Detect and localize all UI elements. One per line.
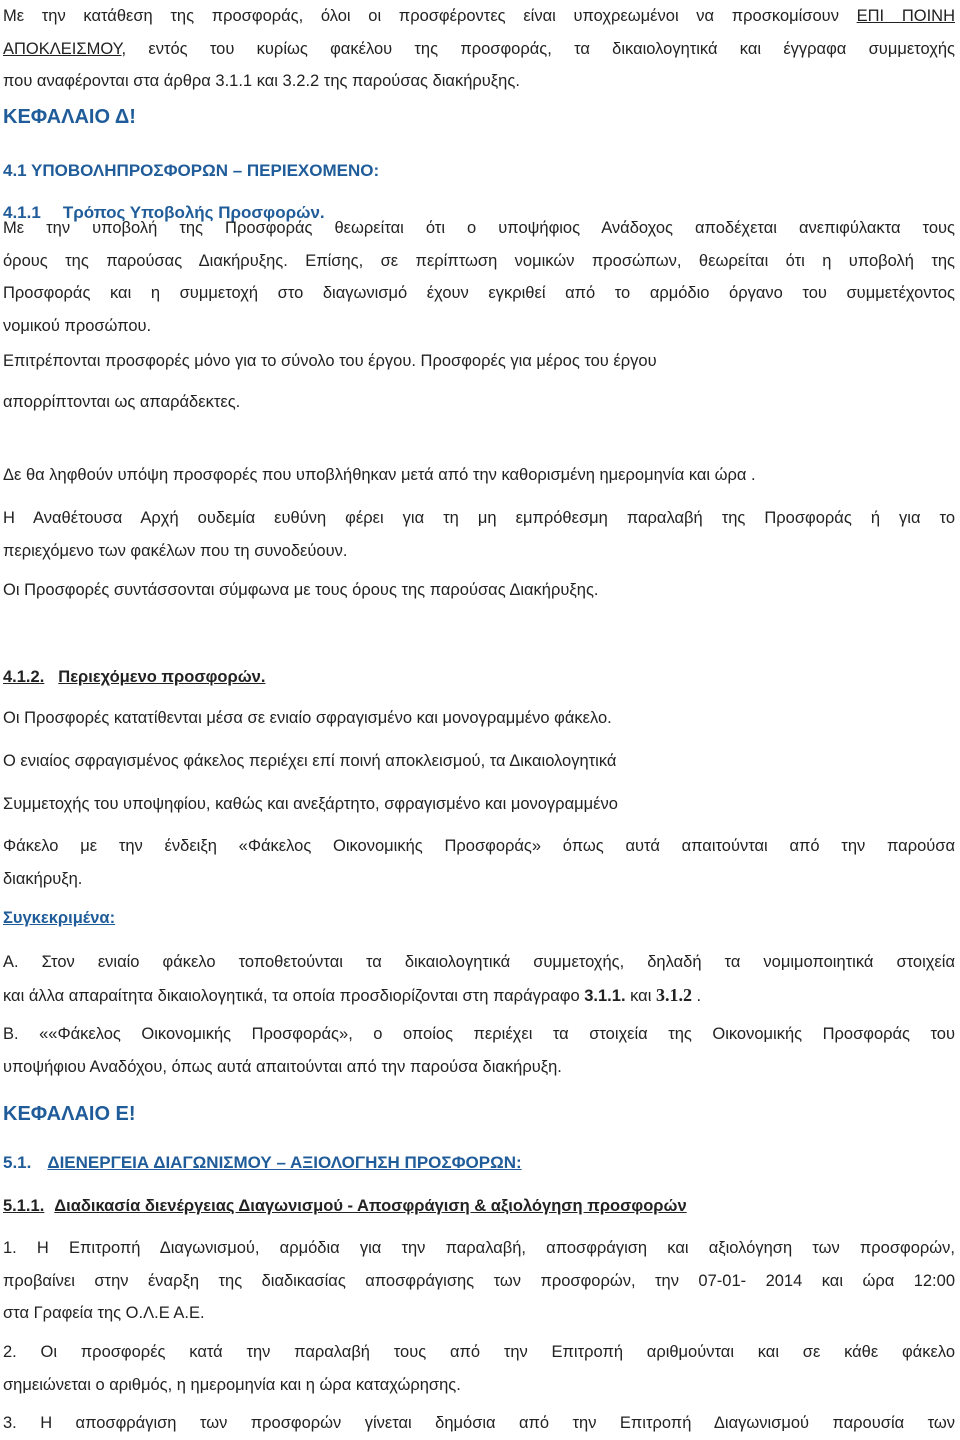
submission-paragraph [3, 212, 955, 342]
item-a-end: . [691, 986, 702, 1005]
point-3-line: 3. Η αποσφράγιση των προσφορών γίνεται δημόσια από την Επιτροπή Διαγωνισμού παρουσία των [3, 1414, 955, 1432]
whole-project-line: απορρίπτονται ως απαράδεκτες. [3, 392, 241, 411]
section-5-1-title: ΔΙΕΝΕΡΓΕΙΑ ΔΙΑΓΩΝΙΣΜΟΥ – ΑΞΙΟΛΟΓΗΣΗ ΠΡΟΣΦΟΡΩΝ: [47, 1153, 522, 1172]
chapter-d-heading: ΚΕΦΑΛΑΙΟ Δ! [3, 106, 136, 128]
item-a-and: και [625, 986, 656, 1005]
whole-project-line: Επιτρέπονται προσφορές μόνο για το σύνολο του έργου. Προσφορές για μέρος του έργου [3, 352, 657, 370]
authority-line: περιεχόμενο των φακέλων που τη συνοδεύουν. [3, 541, 348, 560]
section-4-1-2-title: Περιεχόμενο προσφορών. [58, 668, 266, 686]
item-b-paragraph [3, 1018, 955, 1083]
whole-project-paragraph [3, 345, 657, 418]
item-a-paragraph [3, 946, 955, 1011]
item-a-ref-2: 3.1.2 [655, 984, 692, 1005]
section-5-1-1-number: 5.1.1. [3, 1197, 45, 1215]
submission-line: νομικού προσώπου. [3, 316, 152, 335]
late-submissions-paragraph: Δε θα ληφθούν υπόψη προσφορές που υποβλήθηκαν μετά από την καθορισμένη ημερομηνία και ώρα . [3, 466, 756, 484]
section-4-1-heading: 4.1 ΥΠΟΒΟΛΗΠΡΟΣΦΟΡΩΝ – ΠΕΡΙΕΧΟΜΕΝΟ: [3, 161, 380, 180]
item-a-line-1: Α. Στον ενιαίο φάκελο τοποθετούνται τα δικαιολογητικά συμμετοχής, δηλαδή τα νομιμοποιητικά στοιχεία [3, 953, 955, 971]
submission-line: όρους της παρούσας Διακήρυξης. Επίσης, σε περίπτωση νομικών προσώπων, θεωρείται ότι η υποβολή της [3, 251, 955, 270]
single-envelope-paragraph: Ο ενιαίος σφραγισμένος φάκελος περιέχει επί ποινή αποκλεισμού, τα Δικαιολογητικά [3, 752, 617, 770]
section-4-1-2-number: 4.1.2. [3, 668, 45, 686]
participation-paragraph: Συμμετοχής του υποψηφίου, καθώς και ανεξάρτητο, σφραγισμένο και μονογραμμένο [3, 795, 618, 813]
section-4-1-2-heading [3, 661, 265, 694]
item-b-line: Β. ««Φάκελος Οικονομικής Προσφοράς», ο οποίος περιέχει τα στοιχεία της Οικονομικής Προσφοράς του [3, 1025, 955, 1043]
intro-paragraph [3, 0, 955, 98]
point-3-paragraph [3, 1407, 955, 1440]
submission-line: Με την υποβολή της Προσφοράς θεωρείται ότι ο υποψήφιος Ανάδοχος αποδέχεται ανεπιφύλακτα τους [3, 219, 955, 237]
intro-line-2: , εντός του κυρίως φακέλου της προσφοράς, τα δικαιολογητικά και έγγραφα συμμετοχής [121, 39, 955, 58]
item-a-line-2: και άλλα απαραίτητα δικαιολογητικά, τα οποία προσδιορίζονται στη παράγραφο [3, 986, 585, 1005]
section-5-1-heading [3, 1147, 522, 1180]
financial-line: διακήρυξη. [3, 869, 83, 888]
intro-emphasis-link: ΕΠΙ ΠΟΙΝΗ [856, 7, 955, 25]
terms-paragraph: Οι Προσφορές συντάσσονται σύμφωνα με τους όρους της παρούσας Διακήρυξης. [3, 581, 599, 599]
specifically-heading: Συγκεκριμένα: [3, 909, 116, 927]
point-1-line: προβαίνει στην έναρξη της διαδικασίας αποσφράγισης των προσφορών, την 07-01- 2014 και ώρα 12:00 [3, 1271, 955, 1290]
section-5-1-number: 5.1. [3, 1153, 32, 1172]
submission-line: Προσφοράς και η συμμετοχή στο διαγωνισμό έχουν εγκριθεί από το αρμόδιο όργανο του συμμετέχοντος [3, 284, 955, 302]
financial-envelope-paragraph [3, 830, 955, 895]
intro-emphasis-link-cont: ΑΠΟΚΛΕΙΣΜΟΥ [3, 39, 122, 58]
envelope-paragraph: Οι Προσφορές κατατίθενται μέσα σε ενιαίο σφραγισμένο και μονογραμμένο φάκελο. [3, 709, 612, 727]
section-4-1-1-title: Τρόπος Υποβολής Προσφορών. [62, 203, 325, 222]
point-2-line: 2. Οι προσφορές κατά την παραλαβή τους από την Επιτροπή αριθμούνται και σε κάθε φάκελο [3, 1343, 955, 1361]
point-2-paragraph [3, 1336, 955, 1401]
chapter-e-heading: ΚΕΦΑΛΑΙΟ Ε! [3, 1103, 136, 1125]
financial-line: Φάκελο με την ένδειξη «Φάκελος Οικονομικής Προσφοράς» όπως αυτά απαιτούνται από την παρούσα [3, 837, 955, 855]
point-1-paragraph [3, 1232, 955, 1330]
section-5-1-1-heading [3, 1190, 687, 1223]
intro-line-3: που αναφέρονται στα άρθρα 3.1.1 και 3.2.2 της παρούσας διακήρυξης. [3, 72, 520, 90]
point-2-line: σημειώνεται ο αριθμός, η ημερομηνία και η ώρα καταχώρησης. [3, 1375, 461, 1394]
authority-paragraph [3, 502, 955, 567]
authority-line: Η Αναθέτουσα Αρχή ουδεμία ευθύνη φέρει για τη μη εμπρόθεσμη παραλαβή της Προσφοράς ή για το [3, 509, 955, 527]
item-b-line: υποψήφιου Αναδόχου, όπως αυτά απαιτούνται από την παρούσα διακήρυξη. [3, 1057, 562, 1076]
section-4-1-1-number: 4.1.1 [3, 203, 41, 222]
intro-line-1: Με την κατάθεση της προσφοράς, όλοι οι προσφέροντες είναι υποχρεωμένοι να προσκομίσουν [3, 7, 857, 25]
point-1-line: στα Γραφεία της Ο.Λ.Ε Α.Ε. [3, 1304, 205, 1322]
section-5-1-1-title: Διαδικασία διενέργειας Διαγωνισμού - Αποσφράγιση & αξιολόγηση προσφορών [54, 1197, 687, 1215]
item-a-ref-1: 3.1.1. [584, 986, 626, 1005]
point-1-line: 1. Η Επιτροπή Διαγωνισμού, αρμόδια για την παραλαβή, αποσφράγιση και αξιολόγηση των προσφορών, [3, 1239, 955, 1257]
